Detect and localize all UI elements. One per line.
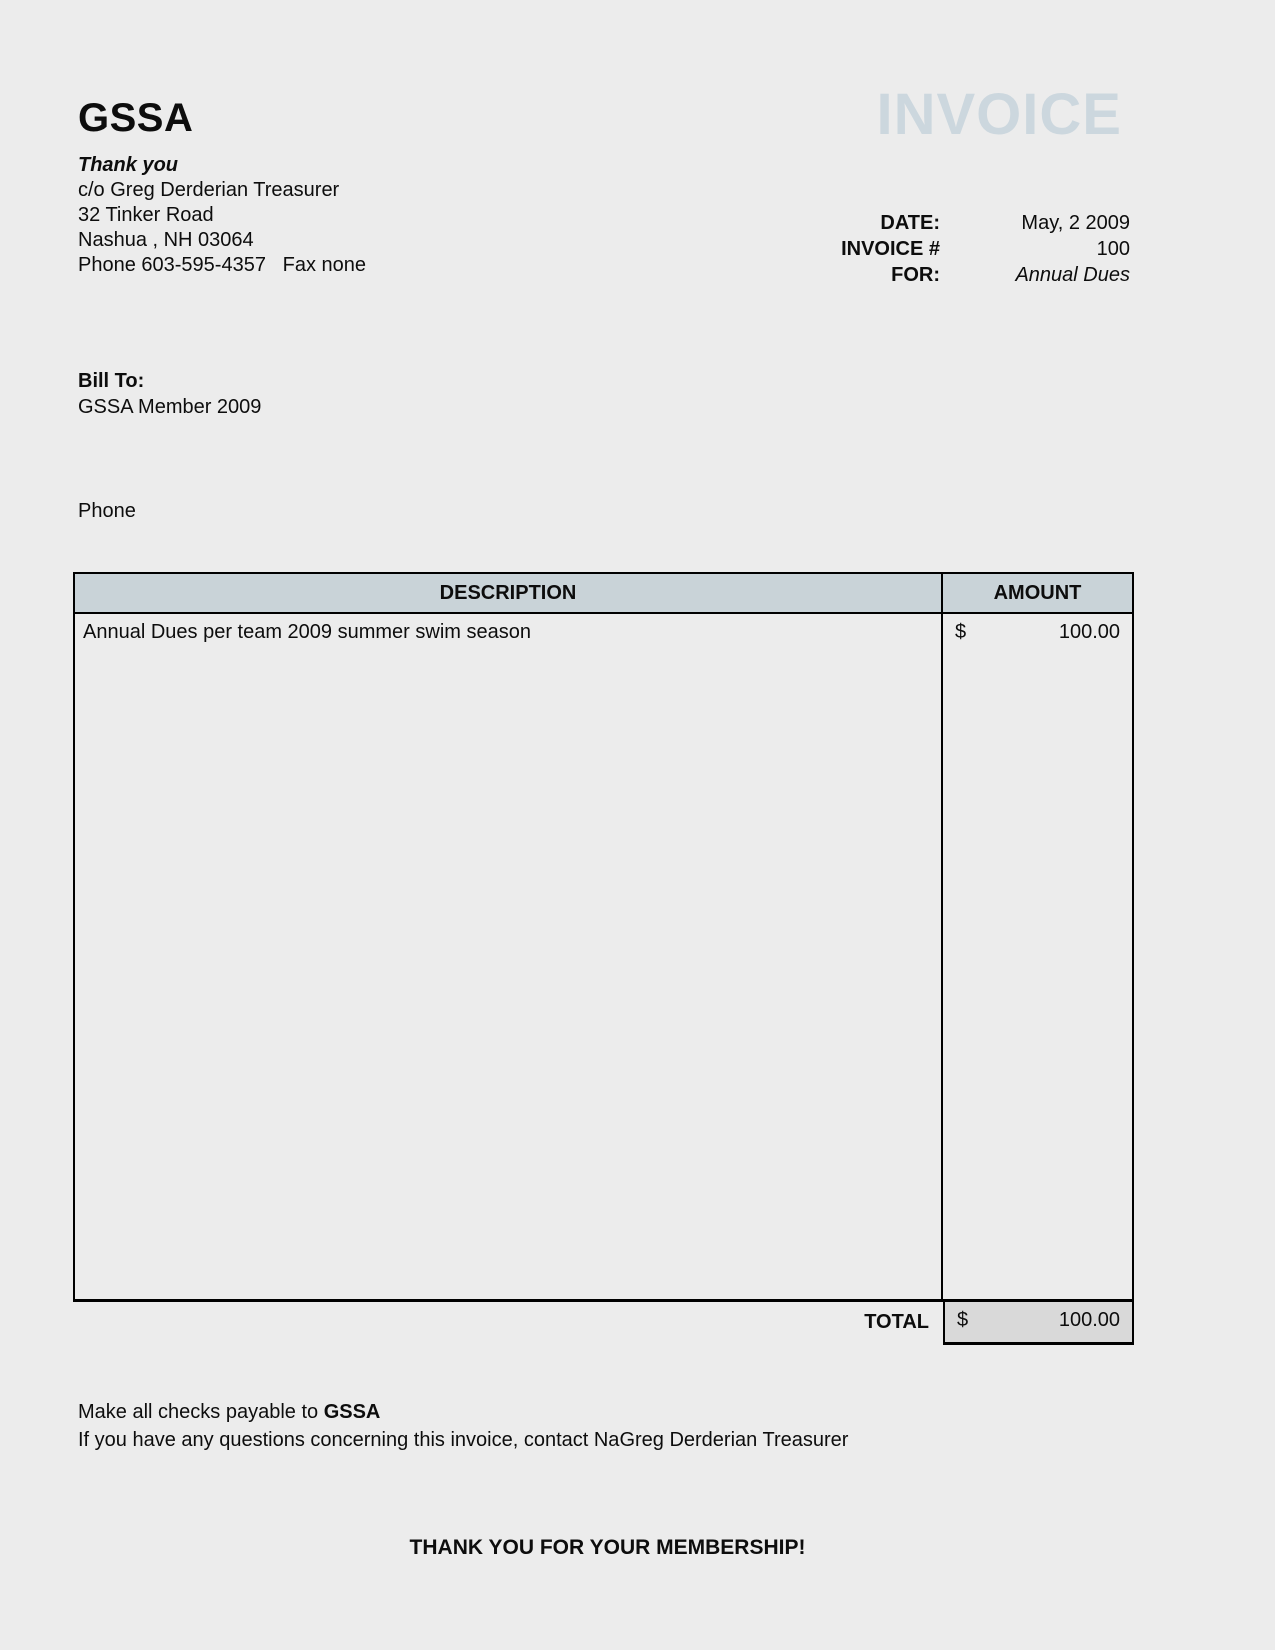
invoice-number-label: INVOICE #: [841, 238, 940, 260]
bill-to-name: GSSA Member 2009: [78, 396, 262, 418]
invoice-meta: [630, 212, 1130, 290]
currency-symbol: $: [955, 621, 967, 643]
company-street-line: 32 Tinker Road: [78, 204, 214, 226]
for-value: Annual Dues: [1015, 264, 1130, 286]
invoice-title: INVOICE: [876, 82, 1122, 147]
date-label: DATE:: [880, 212, 940, 234]
date-value: May, 2 2009: [1021, 212, 1130, 234]
total-label: TOTAL: [864, 1311, 929, 1333]
line-item-amount: 100.00: [1058, 621, 1120, 643]
line-item-table: [73, 572, 1134, 1345]
checks-payable-prefix: Make all checks payable to: [78, 1401, 324, 1423]
meta-row-for: [630, 264, 1130, 290]
checks-payable-line: [78, 1398, 848, 1426]
table-row: [73, 614, 1134, 1302]
company-tagline: Thank you: [78, 154, 179, 176]
currency-symbol: $: [957, 1309, 969, 1331]
thank-you-message: THANK YOU FOR YOUR MEMBERSHIP!: [409, 1536, 806, 1559]
meta-row-date: [630, 212, 1130, 238]
total-amount: 100.00: [1058, 1309, 1120, 1331]
company-city-line: Nashua , NH 03064: [78, 229, 254, 251]
bill-to-section: [78, 368, 261, 420]
line-item-description: Annual Dues per team 2009 summer swim season: [73, 614, 943, 1302]
company-contact-line: c/o Greg Derderian Treasurer: [78, 179, 340, 201]
company-name: GSSA: [78, 96, 194, 140]
table-total-row: [73, 1302, 1134, 1345]
company-phone-fax-line: Phone 603-595-4357 Fax none: [78, 254, 366, 276]
company-header: [78, 96, 366, 278]
questions-contact: Greg Derderian Treasurer: [619, 1429, 849, 1451]
for-label: FOR:: [891, 264, 940, 286]
questions-prefix: If you have any questions concerning this invoice, contact Na: [78, 1429, 620, 1451]
amount-column-header: AMOUNT: [993, 581, 1082, 604]
bill-to-phone-label: Phone: [78, 500, 136, 522]
table-header-row: [73, 572, 1134, 614]
description-column-header: DESCRIPTION: [75, 574, 943, 612]
checks-payee: GSSA: [323, 1401, 381, 1423]
total-amount-cell: [943, 1302, 1134, 1345]
invoice-number-value: 100: [1096, 238, 1130, 260]
bill-to-label: Bill To:: [78, 370, 145, 392]
line-item-amount-cell: [943, 614, 1134, 1302]
footer-notes: [78, 1398, 848, 1454]
questions-line: [78, 1426, 848, 1454]
meta-row-invoice-number: [630, 238, 1130, 264]
